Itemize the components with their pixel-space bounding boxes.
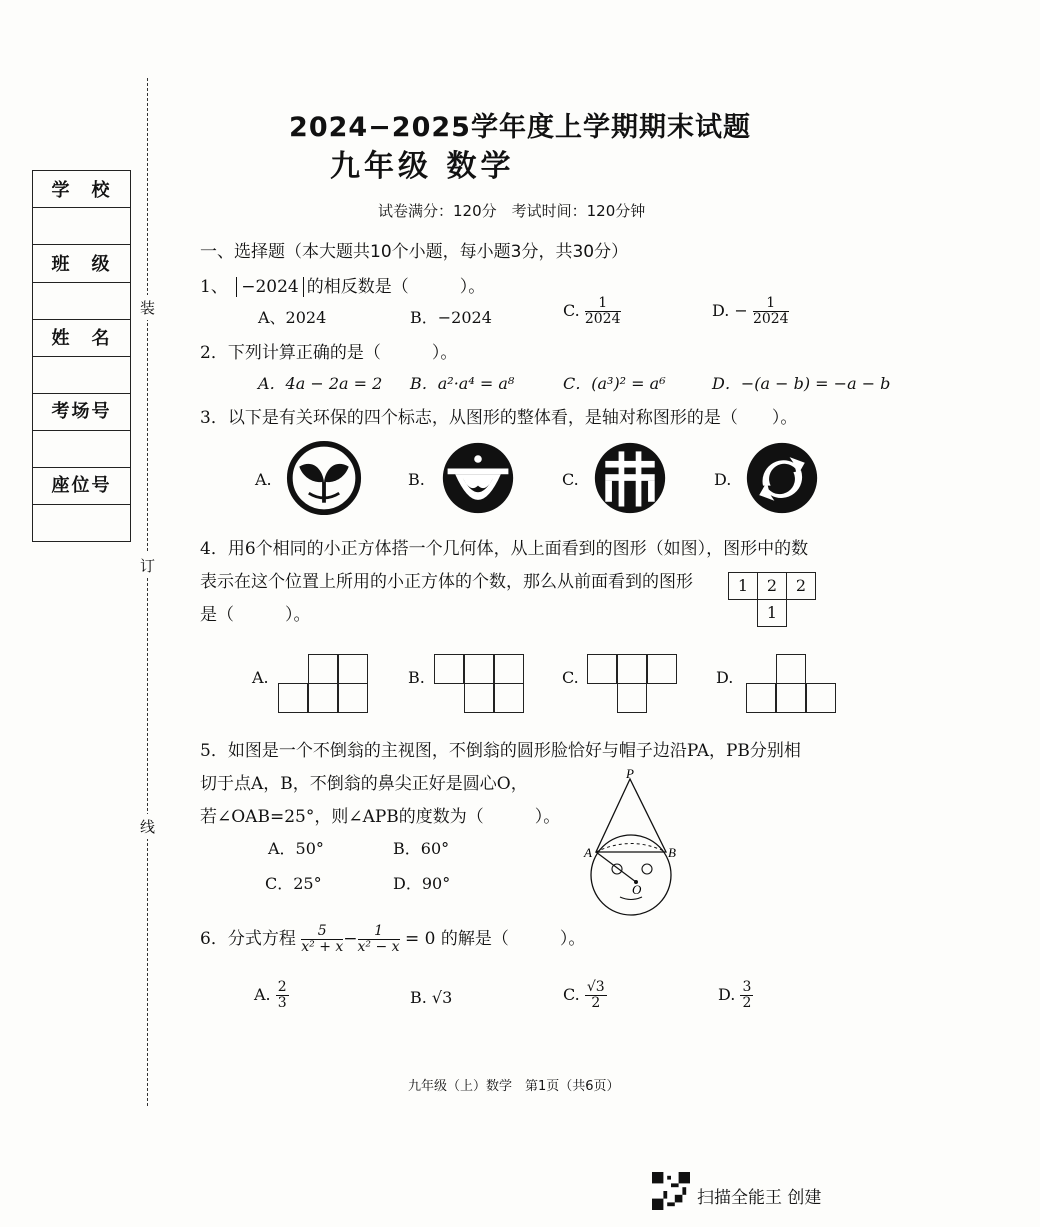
q4-top-view-grid — [728, 572, 820, 632]
q6-f1-num: 5 — [301, 924, 343, 940]
figure-cell — [494, 683, 524, 713]
q3-option-b[interactable]: B. — [408, 470, 425, 489]
q4-line2: 表示在这个位置上所用的小正方体的个数，那么从前面看到的图形 — [200, 572, 693, 592]
figure-cell — [464, 654, 494, 684]
figure-cell — [464, 683, 494, 713]
q6-a-fraction — [276, 980, 289, 1011]
q3-option-c[interactable]: C. — [562, 470, 579, 489]
q5-line3: 若∠OAB=25°，则∠APB的度数为（ ）。 — [200, 807, 561, 827]
q4-figure-a — [278, 654, 374, 716]
exam-title: 2024−2025学年度上学期期末试题 — [289, 112, 751, 143]
q1-option-b[interactable]: B．−2024 — [410, 308, 492, 327]
q6-f1-den: x² + x — [301, 939, 344, 955]
q2-option-b[interactable]: B．a²·a⁴ = a⁸ — [410, 374, 515, 393]
q3-option-d[interactable]: D. — [714, 470, 732, 489]
q1-d-den: 2024 — [752, 311, 789, 327]
q2-option-a[interactable]: A．4a − 2a = 2 — [258, 374, 383, 393]
q6-d-fraction — [740, 980, 753, 1011]
q6-c-label: C. — [563, 985, 580, 1004]
q1-c-den: 2024 — [584, 311, 621, 327]
q6-d-num: 3 — [742, 979, 752, 995]
name-label: 姓 名 — [51, 328, 112, 349]
grid-cell: 2 — [757, 572, 787, 600]
q6-stem-post: 的解是（ ）。 — [440, 929, 586, 949]
q1-abs: −2024 — [236, 277, 304, 297]
binding-char-ding: 订 — [140, 553, 155, 578]
divider — [33, 430, 130, 431]
q5-line2: 切于点A，B，不倒翁的鼻尖正好是圆心O， — [200, 774, 528, 794]
q2-stem: 2．下列计算正确的是（ ）。 — [200, 343, 458, 363]
figure-cell — [308, 654, 338, 684]
grid-cell: 1 — [728, 572, 758, 600]
divider — [33, 504, 130, 505]
figure-cell — [587, 654, 617, 684]
q1-d-fraction — [753, 296, 789, 327]
q1-option-d[interactable] — [712, 296, 789, 327]
q5-option-b[interactable]: B．60° — [393, 839, 450, 858]
q4-option-b[interactable]: B. — [408, 668, 425, 687]
section-heading: 一、选择题（本大题共10个小题，每小题3分，共30分） — [200, 242, 629, 262]
q6-stem-pre: 6．分式方程 — [200, 929, 296, 949]
q4-figure-d — [746, 654, 842, 716]
divider — [33, 282, 130, 283]
q6-option-a[interactable] — [254, 980, 289, 1011]
figure-cell — [806, 683, 836, 713]
q6-f2-num: 1 — [358, 924, 400, 940]
q6-fraction-2 — [358, 924, 400, 955]
q6-minus: − — [343, 929, 358, 949]
q1-c-num: 1 — [585, 296, 621, 312]
figure-cell — [434, 654, 464, 684]
q4-option-d[interactable]: D. — [716, 668, 734, 687]
eco-logo-building-icon — [592, 440, 668, 516]
point-p-label: P — [626, 766, 634, 781]
figure-cell — [776, 654, 806, 684]
figure-cell — [338, 654, 368, 684]
q5-option-a[interactable]: A．50° — [268, 839, 324, 858]
eco-logo-recycle-arrow-icon — [744, 440, 820, 516]
divider — [33, 319, 130, 320]
q6-option-c[interactable] — [563, 980, 607, 1011]
figure-cell — [494, 654, 524, 684]
q6-d-label: D. — [718, 985, 736, 1004]
q3-stem: 3．以下是有关环保的四个标志，从图形的整体看，是轴对称图形的是（ ）。 — [200, 408, 798, 428]
qr-code-icon — [652, 1172, 690, 1210]
q6-f2-den: x² − x — [357, 939, 400, 955]
q6-option-d[interactable] — [718, 980, 753, 1011]
page-footer: 九年级（上）数学 第1页（共6页） — [408, 1079, 620, 1094]
q1-option-c[interactable] — [563, 296, 621, 327]
q6-a-den: 3 — [277, 995, 287, 1011]
q5-option-c[interactable]: C．25° — [265, 874, 322, 893]
exam-subtitle: 九年级 数学 — [330, 149, 515, 184]
q5-option-d[interactable]: D．90° — [393, 874, 451, 893]
q1-number: 1、 — [200, 277, 228, 297]
q6-c-den: 2 — [591, 995, 601, 1011]
q4-option-a[interactable]: A. — [252, 668, 269, 687]
grid-cell: 2 — [786, 572, 816, 600]
eco-logo-leaf-icon — [286, 440, 362, 516]
figure-cell — [338, 683, 368, 713]
q1-c-label: C. — [563, 301, 580, 320]
q6-option-b[interactable]: B. √3 — [410, 988, 453, 1007]
q4-figure-b — [434, 654, 530, 716]
student-info-box — [32, 170, 131, 542]
binding-char-zhuang: 装 — [140, 295, 155, 320]
exam-meta: 试卷满分：120分 考试时间：120分钟 — [378, 202, 646, 220]
eco-logo-shield-icon — [440, 440, 516, 516]
point-b-label: B — [668, 845, 676, 860]
divider — [33, 244, 130, 245]
class-label: 班 级 — [51, 254, 112, 275]
q6-c-fraction — [585, 980, 607, 1011]
figure-cell — [617, 654, 647, 684]
q4-line1: 4．用6个相同的小正方体搭一个几何体，从上面看到的图形（如图），图形中的数 — [200, 539, 809, 559]
q2-option-c[interactable]: C．(a³)² = a⁶ — [563, 374, 666, 393]
figure-cell — [776, 683, 806, 713]
point-o-label: O — [632, 882, 642, 897]
q6-eq: = 0 — [404, 929, 436, 949]
q4-figure-c — [587, 654, 683, 716]
binding-line — [147, 78, 148, 1106]
q6-d-den: 2 — [742, 995, 752, 1011]
scanner-watermark: 扫描全能王 创建 — [697, 1188, 822, 1208]
q6-fraction-1 — [301, 924, 343, 955]
q4-option-c[interactable]: C. — [562, 668, 579, 687]
point-a-label: A — [584, 845, 592, 860]
seat-label: 座位号 — [51, 475, 112, 496]
q1-option-a[interactable]: A、2024 — [258, 308, 327, 327]
q1-d-label: D. − — [712, 301, 748, 320]
q1-stem — [200, 272, 485, 297]
school-label: 学 校 — [51, 180, 112, 201]
figure-cell — [308, 683, 338, 713]
q6-a-label: A. — [254, 985, 271, 1004]
figure-cell — [647, 654, 677, 684]
grid-cell: 1 — [757, 599, 787, 627]
figure-cell — [746, 683, 776, 713]
figure-cell — [278, 683, 308, 713]
q6-a-num: 2 — [277, 979, 287, 995]
divider — [33, 356, 130, 357]
q6-c-num: √3 — [586, 979, 605, 995]
q3-option-a[interactable]: A. — [255, 470, 272, 489]
q1-d-num: 1 — [753, 296, 789, 312]
q4-line3: 是（ ）。 — [200, 605, 311, 625]
q1-stem-text: 的相反数是（ ）。 — [306, 277, 486, 297]
binding-char-xian: 线 — [140, 814, 155, 839]
q5-tumbler-figure — [580, 765, 690, 925]
figure-cell — [617, 683, 647, 713]
q1-c-fraction — [585, 296, 621, 327]
exam-room-label: 考场号 — [51, 401, 112, 422]
q2-option-d[interactable]: D．−(a − b) = −a − b — [712, 374, 891, 393]
divider — [33, 207, 130, 208]
q6-stem — [200, 924, 585, 955]
q5-line1: 5．如图是一个不倒翁的主视图，不倒翁的圆形脸恰好与帽子边沿PA，PB分别相 — [200, 741, 801, 761]
